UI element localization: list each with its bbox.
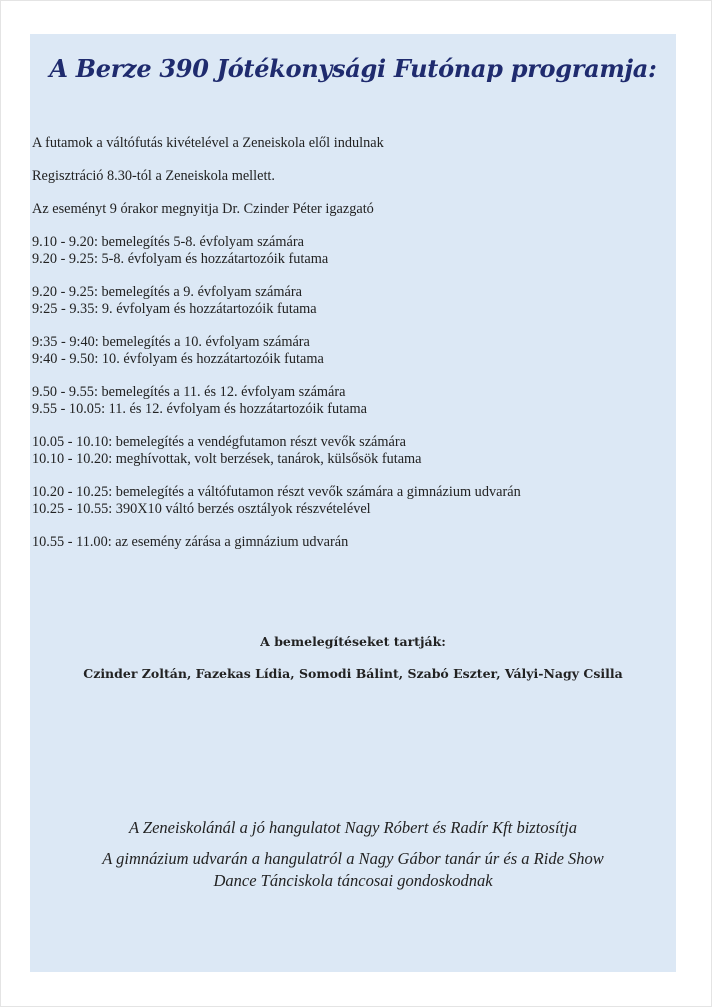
schedule-line: 9.10 - 9.20: bemelegítés 5-8. évfolyam számára (32, 234, 304, 250)
footer-note-music-school (30, 817, 676, 839)
footer-line: A Zeneiskolánál a jó hangulatot Nagy Róbert és Radír Kft biztosítja (129, 818, 577, 837)
page-title: A Berze 390 Jótékonysági Futónap programja: (49, 54, 657, 83)
schedule-block (32, 284, 672, 318)
schedule-block (32, 334, 672, 368)
schedule-line: 10.05 - 10.10: bemelegítés a vendégfutamon részt vevők számára (32, 434, 406, 450)
schedule-line: 10.55 - 11.00: az esemény zárása a gimnázium udvarán (32, 534, 349, 550)
schedule-block (32, 384, 672, 418)
schedule-block (32, 168, 672, 185)
schedule-line: 9:25 - 9.35: 9. évfolyam és hozzátartozóik futama (32, 301, 317, 317)
schedule-block (32, 201, 672, 218)
warmup-heading: A bemelegítéseket tartják: (260, 634, 446, 649)
schedule-line: Regisztráció 8.30-tól a Zeneiskola mellett. (32, 168, 275, 184)
schedule-block (32, 434, 672, 468)
schedule-list (32, 135, 672, 567)
schedule-line: A futamok a váltófutás kivételével a Zeneiskola elől indulnak (32, 135, 384, 151)
schedule-line: 9.20 - 9.25: 5-8. évfolyam és hozzátartozóik futama (32, 251, 329, 267)
schedule-block (32, 484, 672, 518)
schedule-line: 10.10 - 10.20: meghívottak, volt berzések, tanárok, külsősök futama (32, 451, 422, 467)
schedule-line: 10.20 - 10.25: bemelegítés a váltófutamon részt vevők számára a gimnázium udvarán (32, 484, 521, 500)
warmup-names: Czinder Zoltán, Fazekas Lídia, Somodi Bálint, Szabó Eszter, Vályi-Nagy Csilla (83, 666, 623, 681)
footer-line: A gimnázium udvarán a hangulatról a Nagy Gábor tanár úr és a Ride Show (102, 849, 604, 868)
footer-line: Dance Tánciskola táncosai gondoskodnak (213, 871, 493, 890)
footer-note-schoolyard (30, 848, 676, 892)
schedule-line: 10.25 - 10.55: 390X10 váltó berzés osztályok részvételével (32, 501, 371, 517)
schedule-line: 9:35 - 9:40: bemelegítés a 10. évfolyam számára (32, 334, 310, 350)
schedule-line: 9.50 - 9.55: bemelegítés a 11. és 12. évfolyam számára (32, 384, 346, 400)
schedule-line: 9.20 - 9.25: bemelegítés a 9. évfolyam számára (32, 284, 302, 300)
schedule-block (32, 135, 672, 152)
program-sheet (30, 34, 676, 972)
schedule-line: 9:40 - 9.50: 10. évfolyam és hozzátartozóik futama (32, 351, 324, 367)
schedule-line: 9.55 - 10.05: 11. és 12. évfolyam és hozzátartozóik futama (32, 401, 367, 417)
schedule-line: Az eseményt 9 órakor megnyitja Dr. Czinder Péter igazgató (32, 201, 374, 217)
schedule-block (32, 234, 672, 268)
schedule-block (32, 534, 672, 551)
